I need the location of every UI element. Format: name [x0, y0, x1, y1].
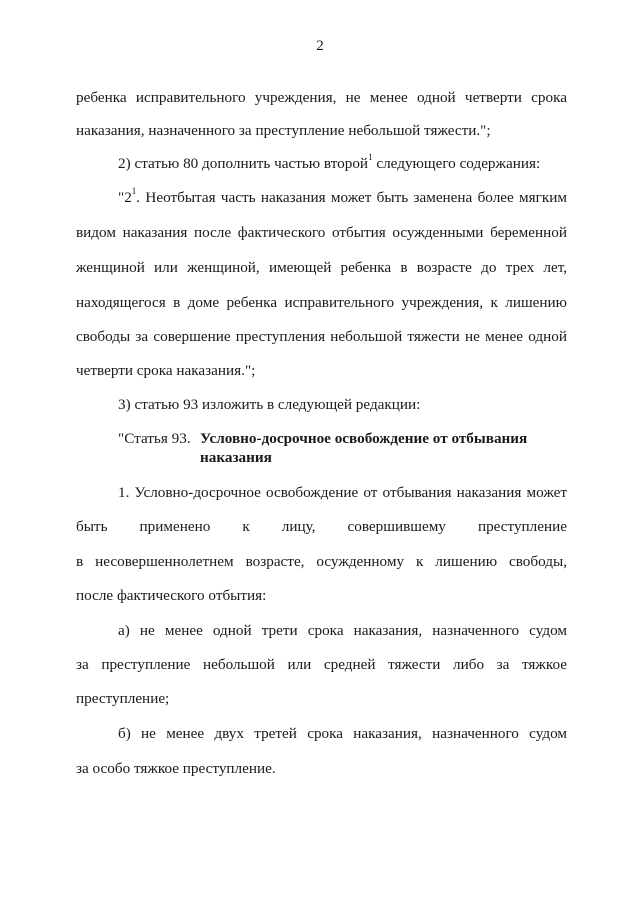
text-line: 1. Условно-досрочное освобождение от отбывания наказания может: [118, 484, 567, 501]
text-line: быть применено к лицу, совершившему преступление: [76, 518, 567, 535]
text-line: наказания, назначенного за преступление небольшой тяжести.";: [76, 122, 491, 139]
text-line: находящегося в доме ребенка исправительного учреждения, к лишению: [76, 294, 567, 311]
text-fragment: 2) статью 80 дополнить частью второй: [118, 155, 369, 172]
page-number: 2: [316, 38, 324, 54]
text-line: [118, 151, 567, 174]
superscript: 1: [131, 185, 137, 196]
text-fragment: следующего содержания:: [372, 155, 541, 172]
text-line: 3) статью 93 изложить в следующей редакции:: [118, 396, 421, 413]
text-line: ребенка исправительного учреждения, не менее одной четверти срока: [76, 89, 567, 106]
text-line: видом наказания после фактического отбытия осужденными беременной: [76, 224, 567, 241]
text-line: в несовершеннолетнем возрасте, осужденному к лишению свободы,: [76, 553, 567, 570]
text-line: свободы за совершение преступления небольшой тяжести не менее одной: [76, 328, 567, 345]
text-line: за особо тяжкое преступление.: [76, 760, 276, 777]
article-label: "Статья 93.: [118, 430, 191, 447]
article-title: Условно-досрочное освобождение от отбывания: [200, 430, 528, 447]
text-line: после фактического отбытия:: [76, 587, 267, 604]
article-title: наказания: [200, 449, 272, 466]
superscript: 1: [368, 151, 373, 162]
text-line: за преступление небольшой или средней тяжести либо за тяжкое: [76, 656, 567, 673]
text-line: а) не менее одной трети срока наказания, назначенного судом: [118, 622, 567, 639]
text-line: четверти срока наказания.";: [76, 362, 256, 379]
text-line: женщиной или женщиной, имеющей ребенка в возрасте до трех лет,: [76, 259, 567, 276]
text-fragment: . Неотбытая часть наказания может быть заменена более мягким: [136, 189, 567, 206]
text-line: б) не менее двух третей срока наказания, назначенного судом: [118, 725, 567, 742]
text-line: [118, 185, 567, 208]
text-fragment: "2: [118, 189, 132, 206]
text-line: преступление;: [76, 690, 170, 707]
